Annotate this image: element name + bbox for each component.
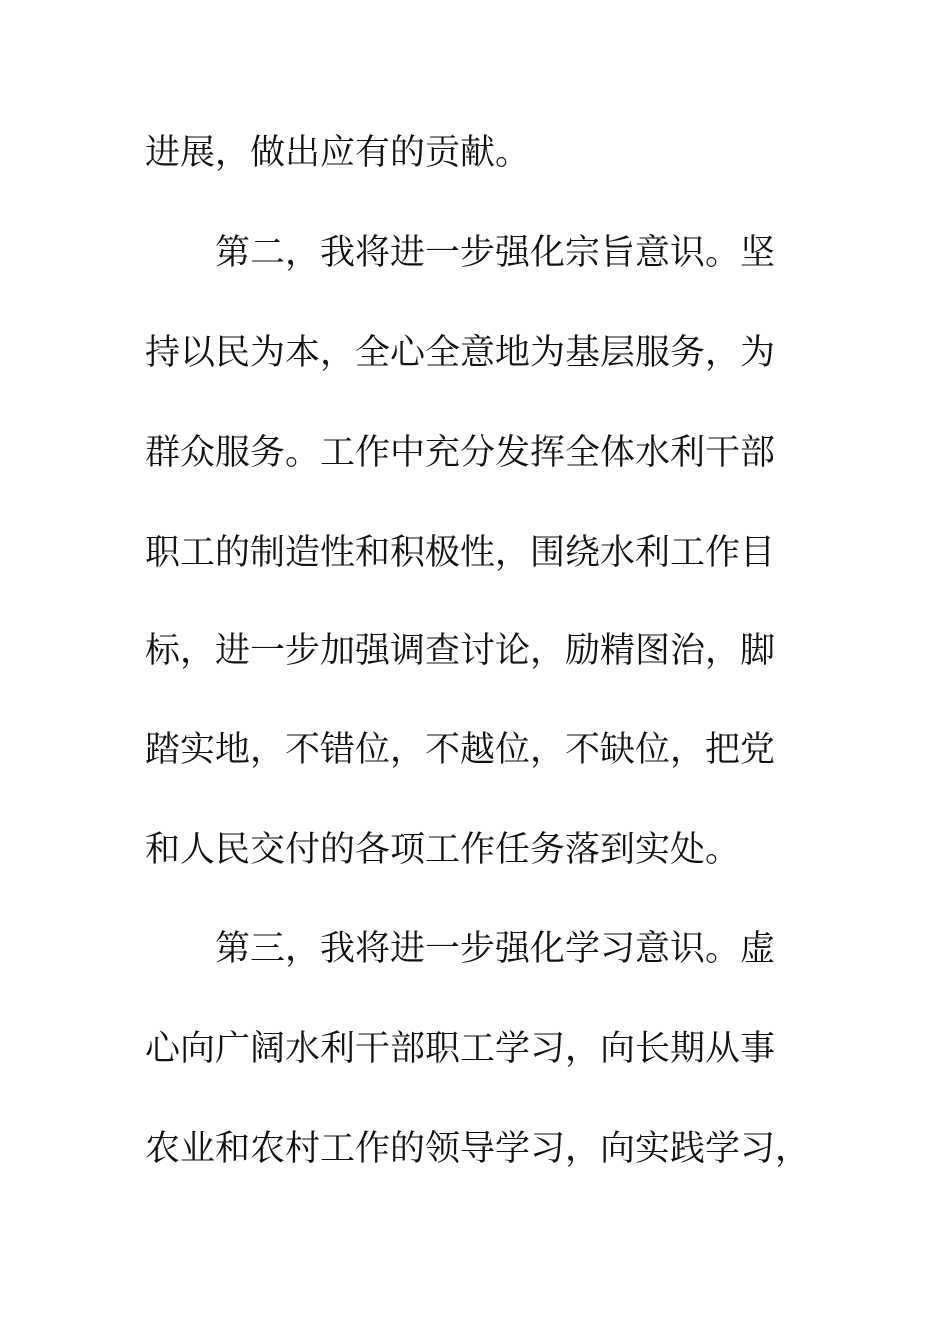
text-line: 和人民交付的各项工作任务落到实处。 [145,830,741,870]
text-line: 进展，做出应有的贡献。 [145,133,531,173]
text-line: 职工的制造性和积极性，围绕水利工作目 [145,533,776,573]
text-line: 群众服务。工作中充分发挥全体水利干部 [145,433,776,473]
paragraph-start-line: 第二，我将进一步强化宗旨意识。坚 [215,233,776,273]
text-line: 心向广阔水利干部职工学习，向长期从事 [145,1029,776,1069]
text-line: 标，进一步加强调查讨论，励精图治，脚 [145,631,776,671]
text-line: 持以民为本，全心全意地为基层服务，为 [145,333,776,373]
text-line: 踏实地，不错位，不越位，不缺位，把党 [145,730,776,770]
text-line: 农业和农村工作的领导学习，向实践学习， [145,1129,811,1169]
paragraph-start-line: 第三，我将进一步强化学习意识。虚 [215,929,776,969]
